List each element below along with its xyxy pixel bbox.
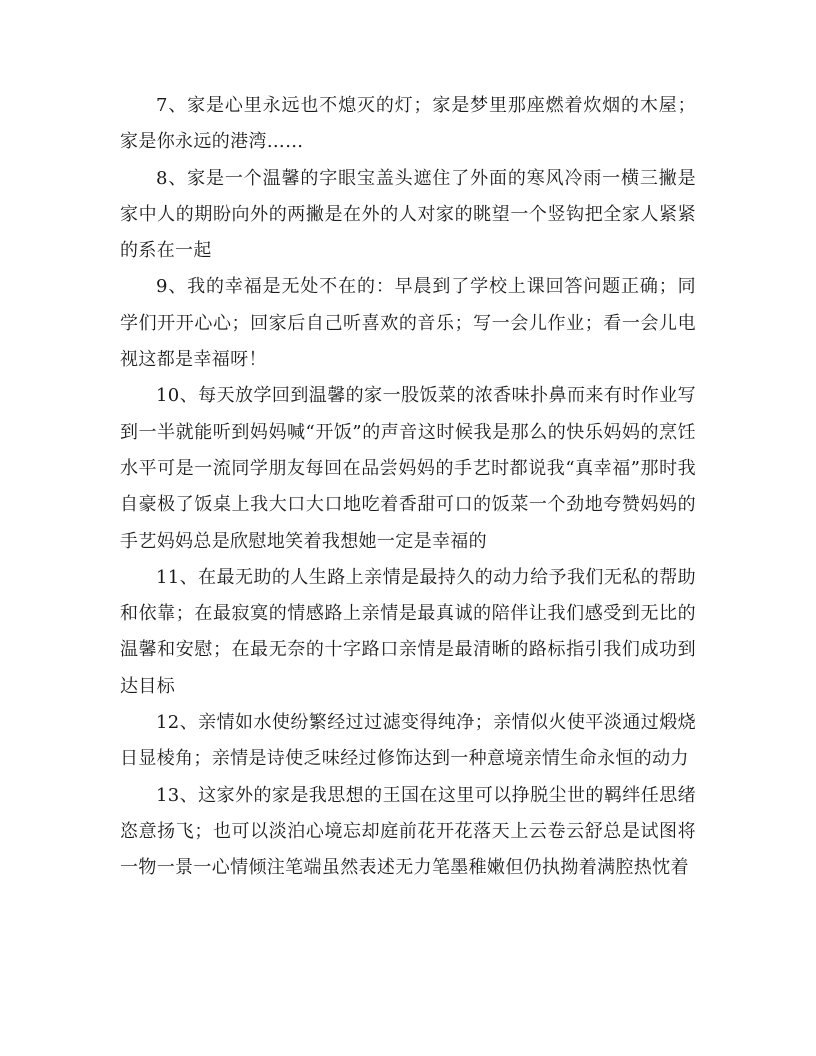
paragraph-8: 8、家是一个温馨的字眼宝盖头遮住了外面的寒风冷雨一横三撇是家中人的期盼向外的两撇是在外的人对家的眺望一个竖钩把全家人紧紧的系在一起 xyxy=(120,167,696,262)
paragraph-13: 13、这家外的家是我思想的王国在这里可以挣脱尘世的羁绊任思绪恣意扬飞；也可以淡泊心境忘却庭前花开花落天上云卷云舒总是试图将一物一景一心情倾注笔端虽然表述无力笔墨稚嫩但仍执拗着满腔热忱着 xyxy=(120,784,696,879)
paragraph-10: 10、每天放学回到温馨的家一股饭菜的浓香味扑鼻而来有时作业写到一半就能听到妈妈喊“开饭”的声音这时候我是那么的快乐妈妈的烹饪水平可是一流同学朋友每回在品尝妈妈的手艺时都说我“真幸福”那时我自豪极了饭桌上我大口大口地吃着香甜可口的饭菜一个劲地夸赞妈妈的手艺妈妈总是欣慰地笑着我想她一定是幸福的 xyxy=(120,385,696,552)
paragraph-7: 7、家是心里永远也不熄灭的灯；家是梦里那座燃着炊烟的木屋；家是你永远的港湾…… xyxy=(120,95,696,153)
paragraph-12: 12、亲情如水使纷繁经过过滤变得纯净；亲情似火使平淡通过煅烧日显棱角；亲情是诗使乏味经过修饰达到一种意境亲情生命永恒的动力 xyxy=(120,712,696,770)
document-body xyxy=(120,88,696,887)
paragraph-11: 11、在最无助的人生路上亲情是最持久的动力给予我们无私的帮助和依靠；在最寂寞的情感路上亲情是最真诚的陪伴让我们感受到无比的温馨和安慰；在最无奈的十字路口亲情是最清晰的路标指引我们成功到达目标 xyxy=(120,566,696,697)
paragraph-9: 9、我的幸福是无处不在的：早晨到了学校上课回答问题正确；同学们开开心心；回家后自己听喜欢的音乐；写一会儿作业；看一会儿电视这都是幸福呀！ xyxy=(120,276,696,371)
